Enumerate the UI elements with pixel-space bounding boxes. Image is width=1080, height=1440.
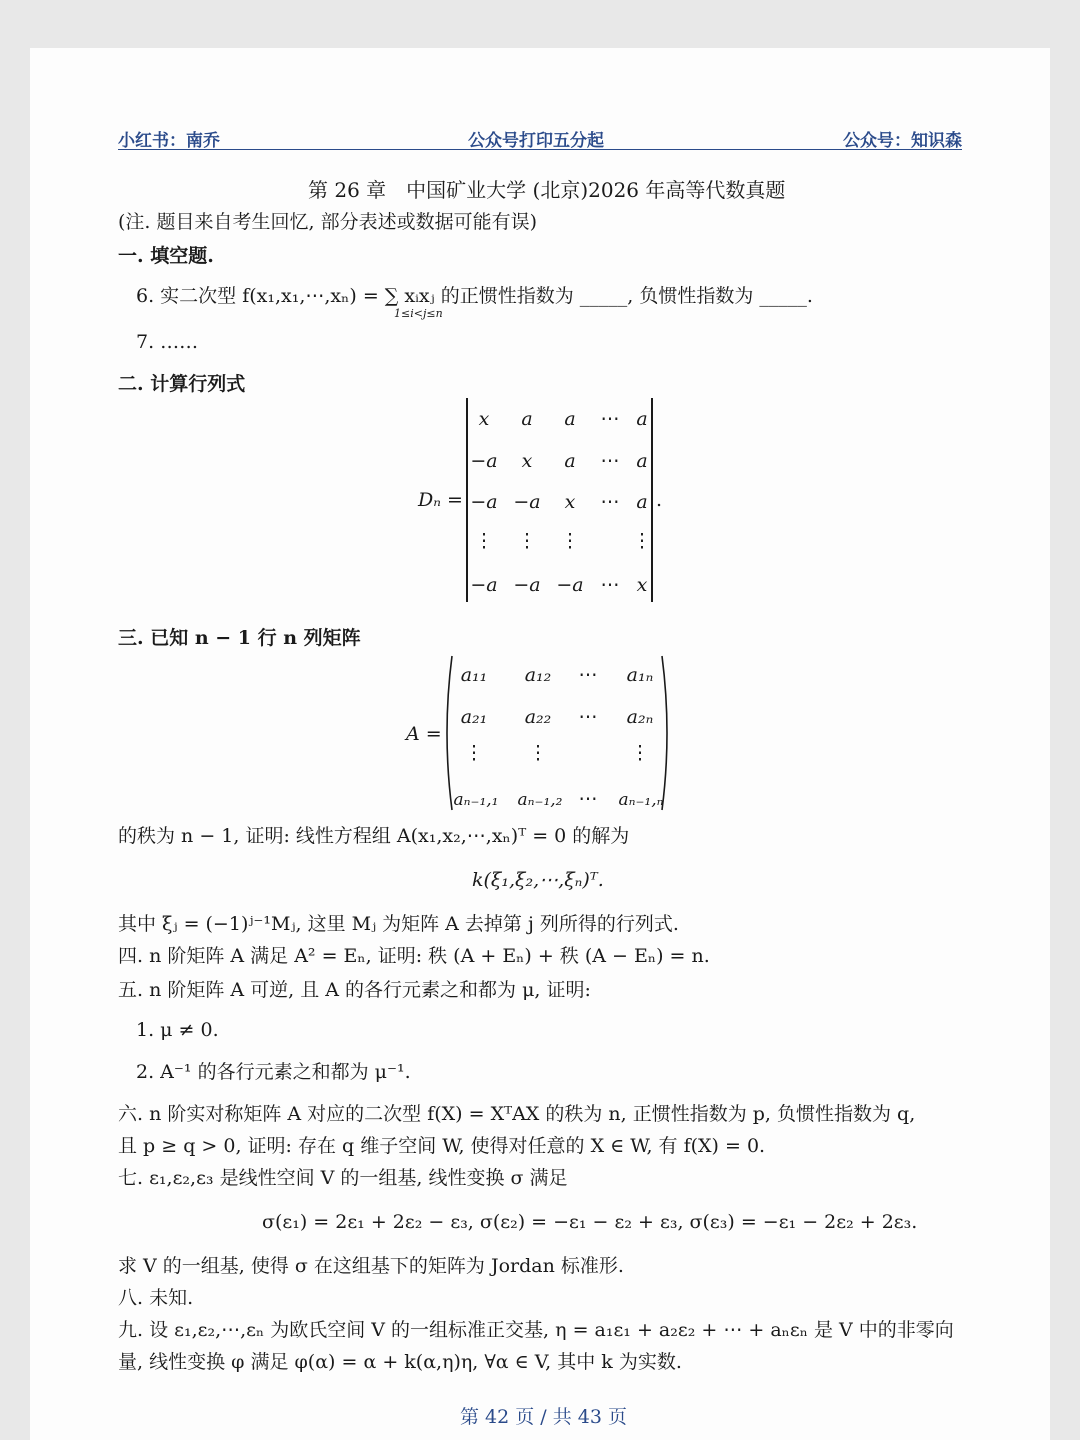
header-center: 公众号打印五分起 (468, 131, 604, 151)
det-cell: −a (470, 574, 498, 596)
header-left: 小红书：南乔 (118, 131, 220, 151)
section-7-formula: σ(ε₁) = 2ε₁ + 2ε₂ − ε₃, σ(ε₂) = −ε₁ − ε₂ + ε₃, σ(ε₃) = −ε₁ − 2ε₂ + 2ε₃. (262, 1211, 918, 1233)
det-cell: a (521, 408, 533, 430)
a-cell: aₙ₋₁,ₙ (618, 790, 664, 810)
a-cell: ⋮ (630, 742, 650, 764)
section-3-line2: 其中 ξⱼ = (−1)ʲ⁻¹Mⱼ, 这里 Mⱼ 为矩阵 A 去掉第 j 列所得的行列式. (118, 913, 679, 935)
a-cell: a₂₂ (524, 706, 552, 728)
det-cell: a (564, 450, 576, 472)
det-cell: x (478, 408, 490, 430)
section-3-line1: 的秩为 n − 1, 证明: 线性方程组 A(x₁,x₂,⋯,xₙ)ᵀ = 0 的解为 (118, 825, 630, 847)
a-cell: ⋮ (464, 742, 484, 764)
header-right: 公众号：知识森 (843, 131, 962, 151)
a-cell: a₂₁ (460, 706, 488, 728)
det-cell: a (636, 408, 648, 430)
page-footer: 第 42 页 / 共 43 页 (460, 1406, 627, 1428)
a-cell: aₙ₋₁,₂ (517, 790, 563, 810)
det-cell: −a (470, 450, 498, 472)
det-cell: ⋯ (600, 408, 620, 430)
det-cell: ⋮ (474, 530, 494, 552)
section-3-formula: k(ξ₁,ξ₂,⋯,ξₙ)ᵀ. (472, 869, 604, 891)
det-cell: ⋮ (632, 530, 652, 552)
section-3-heading: 三. 已知 n − 1 行 n 列矩阵 (118, 627, 361, 649)
det-cell: −a (513, 491, 541, 513)
section-8: 八. 未知. (118, 1287, 194, 1309)
section-7-line1: 七. ε₁,ε₂,ε₃ 是线性空间 V 的一组基, 线性变换 σ 满足 (118, 1167, 568, 1189)
question-6: 6. 实二次型 f(x₁,x₁,⋯,xₙ) = ∑ xᵢxⱼ 的正惯性指数为 _____, 负惯性指数为 _____. (136, 285, 813, 307)
running-header (118, 126, 962, 150)
det-cell: x (564, 491, 576, 513)
det-cell: −a (513, 574, 541, 596)
chapter-title: 第 26 章 中国矿业大学 (北京)2026 年高等代数真题 (308, 178, 786, 202)
section-5-item-2: 2. A⁻¹ 的各行元素之和都为 μ⁻¹. (136, 1061, 411, 1083)
sum-limits: 1≤i<j≤n (394, 307, 443, 320)
section-6-line1: 六. n 阶实对称矩阵 A 对应的二次型 f(X) = XᵀAX 的秩为 n, 正惯性指数为 p, 负惯性指数为 q, (118, 1103, 916, 1125)
a-cell: a₂ₙ (626, 706, 654, 728)
section-9-line1: 九. 设 ε₁,ε₂,⋯,εₙ 为欧氏空间 V 的一组标准正交基, η = a₁ε₁ + a₂ε₂ + ⋯ + aₙεₙ 是 V 中的非零向 (118, 1319, 954, 1341)
det-cell: ⋯ (600, 574, 620, 596)
section-5-item-1: 1. μ ≠ 0. (136, 1019, 219, 1041)
det-cell: −a (556, 574, 584, 596)
section-5-heading: 五. n 阶矩阵 A 可逆, 且 A 的各行元素之和都为 μ, 证明: (118, 979, 591, 1001)
section-1-heading: 一. 填空题. (118, 245, 214, 267)
det-cell: ⋯ (600, 450, 620, 472)
note: (注. 题目来自考生回忆, 部分表述或数据可能有误) (118, 211, 537, 233)
section-6-line2: 且 p ≥ q > 0, 证明: 存在 q 维子空间 W, 使得对任意的 X ∈ W, 有 f(X) = 0. (118, 1135, 766, 1157)
a-cell: a₁₂ (524, 664, 552, 686)
det-cell: x (636, 574, 648, 596)
a-cell: ⋯ (578, 706, 598, 728)
det-cell: x (521, 450, 533, 472)
det-cell: a (636, 491, 648, 513)
determinant-end: . (656, 489, 663, 511)
a-cell: a₁ₙ (626, 664, 654, 686)
det-cell: −a (470, 491, 498, 513)
det-cell: a (564, 408, 576, 430)
det-cell: ⋮ (517, 530, 537, 552)
right-paren (660, 654, 674, 812)
a-cell: ⋯ (578, 788, 598, 810)
matrix-a-lhs: A = (406, 723, 442, 745)
section-4: 四. n 阶矩阵 A 满足 A² = Eₙ, 证明: 秩 (A + Eₙ) + 秩 (A − Eₙ) = n. (118, 945, 710, 967)
section-7-line2: 求 V 的一组基, 使得 σ 在这组基下的矩阵为 Jordan 标准形. (118, 1255, 624, 1277)
a-cell: ⋮ (528, 742, 548, 764)
question-7: 7. …… (136, 331, 199, 353)
a-cell: a₁₁ (460, 664, 488, 686)
a-cell: aₙ₋₁,₁ (453, 790, 499, 810)
section-2-heading: 二. 计算行列式 (118, 373, 246, 395)
det-cell: ⋯ (600, 491, 620, 513)
section-9-line2: 量, 线性变换 φ 满足 φ(α) = α + k(α,η)η, ∀α ∈ V, 其中 k 为实数. (118, 1351, 682, 1373)
determinant-lhs: Dₙ = (418, 489, 463, 511)
a-cell: ⋯ (578, 664, 598, 686)
det-cell: a (636, 450, 648, 472)
det-cell: ⋮ (560, 530, 580, 552)
